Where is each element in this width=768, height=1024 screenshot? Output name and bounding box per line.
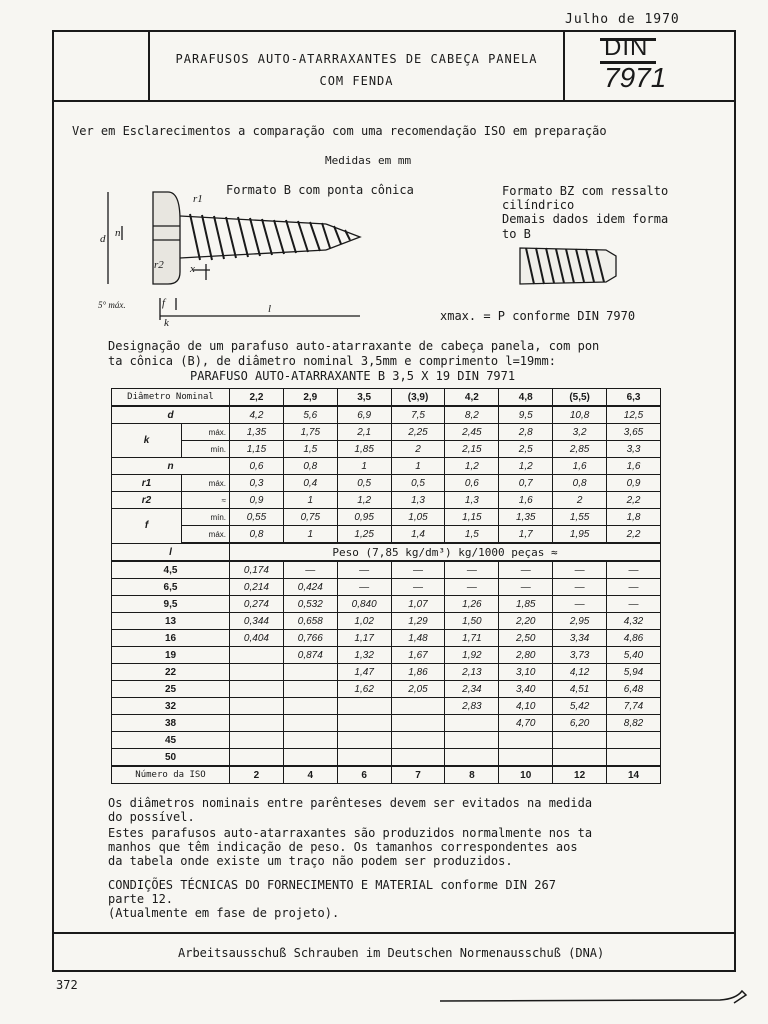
weight-cell <box>283 681 337 698</box>
r1-cell: 0,3 <box>230 475 284 492</box>
weight-cell: 7,74 <box>607 698 661 715</box>
weight-cell: — <box>553 561 607 579</box>
f-max-cell: 1,5 <box>445 526 499 544</box>
k-max-cell: 1,35 <box>230 424 284 441</box>
weight-cell <box>391 732 445 749</box>
weight-cell <box>553 732 607 749</box>
weight-cell <box>230 749 284 767</box>
max-label: máx. <box>182 526 230 544</box>
weight-cell: 4,86 <box>607 630 661 647</box>
designation-example: PARAFUSO AUTO-ATARRAXANTE B 3,5 X 19 DIN 7971 <box>190 369 516 383</box>
k-max-cell: 2,8 <box>499 424 553 441</box>
weight-cell: 1,17 <box>337 630 391 647</box>
weight-cell <box>283 732 337 749</box>
weight-cell: 3,34 <box>553 630 607 647</box>
weight-cell: — <box>283 561 337 579</box>
weight-cell: 5,40 <box>607 647 661 664</box>
f-min-cell: 0,95 <box>337 509 391 526</box>
weight-cell: 3,10 <box>499 664 553 681</box>
weight-cell <box>230 664 284 681</box>
weight-cell: 4,51 <box>553 681 607 698</box>
weight-cell: 4,70 <box>499 715 553 732</box>
symbol-f: f <box>112 509 182 544</box>
weight-cell: — <box>607 579 661 596</box>
dim-label-r1: r1 <box>193 193 203 205</box>
weight-cell: 3,40 <box>499 681 553 698</box>
iso-number-label: Número da ISO <box>112 766 230 784</box>
weight-cell <box>337 715 391 732</box>
weight-cell: 0,424 <box>283 579 337 596</box>
weight-cell: — <box>607 596 661 613</box>
dim-label-x: x <box>190 263 195 275</box>
weight-cell <box>607 749 661 767</box>
length-cell: 50 <box>112 749 230 767</box>
r1-cell: 0,8 <box>553 475 607 492</box>
iso-number-cell: 2 <box>230 766 284 784</box>
row-length-weight <box>112 715 661 732</box>
k-min-cell: 3,3 <box>607 441 661 458</box>
length-cell: 4,5 <box>112 561 230 579</box>
note-technical-conditions: CONDIÇÕES TÉCNICAS DO FORNECIMENTO E MATERIAL conforme DIN 267 <box>108 878 556 892</box>
d-cell: 12,5 <box>607 406 661 424</box>
header-right-divider <box>563 30 565 102</box>
k-min-cell: 2,5 <box>499 441 553 458</box>
k-max-cell: 2,1 <box>337 424 391 441</box>
dim-label-r2: r2 <box>154 259 164 271</box>
weight-cell: 0,840 <box>337 596 391 613</box>
weight-cell: — <box>445 561 499 579</box>
weight-cell: — <box>391 561 445 579</box>
row-length-weight <box>112 749 661 767</box>
format-b-caption: Formato B com ponta cônica <box>226 183 414 197</box>
f-max-cell: 1,4 <box>391 526 445 544</box>
n-cell: 1,2 <box>499 458 553 475</box>
weight-cell: 1,86 <box>391 664 445 681</box>
note-sizes: Estes parafusos auto-atarraxantes são produzidos normalmente nos ta <box>108 826 593 840</box>
r2-cell: 1,3 <box>445 492 499 509</box>
weight-cell <box>283 664 337 681</box>
iso-number-cell: 7 <box>391 766 445 784</box>
header-divider <box>52 100 736 102</box>
k-max-cell: 2,45 <box>445 424 499 441</box>
nominal-diameter-cell: 4,2 <box>445 389 499 407</box>
dimensions-table <box>111 388 661 784</box>
iso-number-cell: 8 <box>445 766 499 784</box>
weight-cell <box>391 698 445 715</box>
publication-date: Julho de 1970 <box>565 12 680 27</box>
weight-cell: 0,214 <box>230 579 284 596</box>
weight-cell <box>337 732 391 749</box>
weight-cell: 2,13 <box>445 664 499 681</box>
weight-cell: — <box>553 579 607 596</box>
n-cell: 0,6 <box>230 458 284 475</box>
f-max-cell: 1,7 <box>499 526 553 544</box>
weight-cell: 1,85 <box>499 596 553 613</box>
r1-cell: 0,7 <box>499 475 553 492</box>
n-cell: 1 <box>391 458 445 475</box>
weight-cell: 4,32 <box>607 613 661 630</box>
row-k-min <box>112 441 661 458</box>
r1-cell: 0,9 <box>607 475 661 492</box>
f-min-cell: 1,55 <box>553 509 607 526</box>
note-parentheses-line2: do possível. <box>108 810 195 824</box>
weight-cell <box>337 698 391 715</box>
note-sizes-line2: manhos que têm indicação de peso. Os tamanhos correspondentes aos <box>108 840 578 854</box>
row-length-weight <box>112 647 661 664</box>
row-f-max <box>112 526 661 544</box>
f-min-cell: 0,75 <box>283 509 337 526</box>
weight-cell <box>499 732 553 749</box>
iso-number-cell: 14 <box>607 766 661 784</box>
weight-cell <box>391 715 445 732</box>
r2-cell: 1,6 <box>499 492 553 509</box>
dim-label-angle: 5° máx. <box>98 300 126 310</box>
screw-format-bz-drawing <box>516 240 622 292</box>
weight-cell: 0,874 <box>283 647 337 664</box>
r1-cell: 0,5 <box>337 475 391 492</box>
weight-cell: 4,10 <box>499 698 553 715</box>
k-max-cell: 2,25 <box>391 424 445 441</box>
r2-cell: 2,2 <box>607 492 661 509</box>
weight-cell: — <box>607 561 661 579</box>
n-cell: 0,8 <box>283 458 337 475</box>
dim-label-f: f <box>162 297 166 309</box>
committee-credit: Arbeitsausschuß Schrauben im Deutschen Normenausschuß (DNA) <box>178 946 605 960</box>
r1-cell: 0,6 <box>445 475 499 492</box>
f-max-cell: 2,2 <box>607 526 661 544</box>
weight-cell: 1,26 <box>445 596 499 613</box>
weight-cell: 1,62 <box>337 681 391 698</box>
weight-cell: 1,50 <box>445 613 499 630</box>
row-n <box>112 458 661 475</box>
nominal-diameter-label: Diâmetro Nominal <box>112 389 230 407</box>
r2-cell: 0,9 <box>230 492 284 509</box>
weight-cell <box>283 715 337 732</box>
dim-label-k: k <box>164 317 169 328</box>
weight-cell: 3,73 <box>553 647 607 664</box>
weight-cell: 2,95 <box>553 613 607 630</box>
f-max-cell: 0,8 <box>230 526 284 544</box>
weight-cell <box>445 749 499 767</box>
weight-cell <box>230 647 284 664</box>
iso-number-cell: 6 <box>337 766 391 784</box>
weight-cell: 0,344 <box>230 613 284 630</box>
weight-cell: — <box>553 596 607 613</box>
length-cell: 22 <box>112 664 230 681</box>
designation-text-line2: ta cônica (B), de diâmetro nominal 3,5mm e comprimento l=19mm: <box>108 354 556 368</box>
weight-header: Peso (7,85 kg/dm³) kg/1000 peças ≈ <box>230 543 661 561</box>
row-r1 <box>112 475 661 492</box>
weight-cell: 0,274 <box>230 596 284 613</box>
nominal-diameter-cell: 4,8 <box>499 389 553 407</box>
weight-cell: 1,07 <box>391 596 445 613</box>
length-cell: 32 <box>112 698 230 715</box>
weight-cell <box>499 749 553 767</box>
r1-cell: 0,4 <box>283 475 337 492</box>
dimensions-table-body <box>112 389 661 784</box>
weight-cell: 6,48 <box>607 681 661 698</box>
nominal-diameter-cell: 2,2 <box>230 389 284 407</box>
nominal-diameter-cell: 3,5 <box>337 389 391 407</box>
weight-cell: 1,29 <box>391 613 445 630</box>
length-cell: 38 <box>112 715 230 732</box>
min-label: mín. <box>182 441 230 458</box>
k-min-cell: 2 <box>391 441 445 458</box>
d-cell: 5,6 <box>283 406 337 424</box>
symbol-n: n <box>112 458 230 475</box>
weight-cell: 1,67 <box>391 647 445 664</box>
weight-cell: 2,80 <box>499 647 553 664</box>
n-cell: 1,6 <box>553 458 607 475</box>
iso-number-cell: 4 <box>283 766 337 784</box>
din-standard-number: 7971 <box>604 62 667 93</box>
dim-label-n: n <box>115 227 121 239</box>
length-cell: 16 <box>112 630 230 647</box>
format-bz-caption-line2: cilíndrico <box>502 198 575 212</box>
f-min-cell: 1,35 <box>499 509 553 526</box>
weight-cell: 2,83 <box>445 698 499 715</box>
weight-cell: 1,48 <box>391 630 445 647</box>
row-iso-number <box>112 766 661 784</box>
f-max-cell: 1,95 <box>553 526 607 544</box>
weight-cell <box>230 698 284 715</box>
nominal-diameter-cell: (5,5) <box>553 389 607 407</box>
weight-cell: 0,766 <box>283 630 337 647</box>
document-title-line2: COM FENDA <box>319 74 394 88</box>
row-length-weight <box>112 630 661 647</box>
screw-format-b-drawing <box>98 180 398 328</box>
iso-number-cell: 10 <box>499 766 553 784</box>
weight-cell: — <box>499 579 553 596</box>
min-label: mín. <box>182 509 230 526</box>
f-min-cell: 1,15 <box>445 509 499 526</box>
symbol-k: k <box>112 424 182 458</box>
header-left-divider <box>148 30 150 102</box>
r2-cell: 1 <box>283 492 337 509</box>
format-bz-caption-line3: Demais dados idem forma <box>502 212 669 226</box>
row-length-weight <box>112 681 661 698</box>
f-min-cell: 1,8 <box>607 509 661 526</box>
length-cell: 13 <box>112 613 230 630</box>
length-cell: 19 <box>112 647 230 664</box>
symbol-l: l <box>112 543 230 561</box>
weight-cell: 1,92 <box>445 647 499 664</box>
weight-cell: 5,94 <box>607 664 661 681</box>
length-cell: 45 <box>112 732 230 749</box>
weight-cell <box>391 749 445 767</box>
row-length-weight <box>112 596 661 613</box>
r1-cell: 0,5 <box>391 475 445 492</box>
f-max-cell: 1,25 <box>337 526 391 544</box>
weight-cell: 1,47 <box>337 664 391 681</box>
f-min-cell: 0,55 <box>230 509 284 526</box>
symbol-d: d <box>112 406 230 424</box>
weight-cell: 1,02 <box>337 613 391 630</box>
nominal-diameter-cell: 6,3 <box>607 389 661 407</box>
note-sizes-line3: da tabela onde existe um traço não podem ser produzidos. <box>108 854 513 868</box>
d-cell: 6,9 <box>337 406 391 424</box>
weight-cell <box>445 732 499 749</box>
n-cell: 1,2 <box>445 458 499 475</box>
page-number: 372 <box>56 978 78 992</box>
format-bz-caption-line4: to B <box>502 227 531 241</box>
k-max-cell: 3,2 <box>553 424 607 441</box>
max-label: máx. <box>182 475 230 492</box>
note-technical-conditions-line2: parte 12. <box>108 892 174 906</box>
row-length-weight <box>112 579 661 596</box>
length-cell: 25 <box>112 681 230 698</box>
weight-cell: 8,82 <box>607 715 661 732</box>
weight-cell <box>230 732 284 749</box>
iso-reference-note: Ver em Esclarecimentos a comparação com uma recomendação ISO em preparação <box>72 124 607 138</box>
symbol-r1: r1 <box>112 475 182 492</box>
document-title: PARAFUSOS AUTO-ATARRAXANTES DE CABEÇA PANELA <box>175 52 538 66</box>
k-min-cell: 1,5 <box>283 441 337 458</box>
weight-cell <box>230 681 284 698</box>
row-length-weight <box>112 613 661 630</box>
weight-cell: 1,32 <box>337 647 391 664</box>
dim-label-d: d <box>100 233 106 245</box>
dim-label-l: l <box>268 303 272 315</box>
format-bz-caption: Formato BZ com ressalto <box>502 184 669 198</box>
weight-cell <box>337 749 391 767</box>
weight-cell: 0,404 <box>230 630 284 647</box>
din-logo: DIN <box>604 34 649 61</box>
note-technical-conditions-line3: (Atualmente em fase de projeto). <box>108 906 340 920</box>
r2-cell: 1,3 <box>391 492 445 509</box>
k-min-cell: 2,15 <box>445 441 499 458</box>
d-cell: 7,5 <box>391 406 445 424</box>
weight-cell: — <box>391 579 445 596</box>
row-d <box>112 406 661 424</box>
row-nominal-diameter <box>112 389 661 407</box>
row-r2 <box>112 492 661 509</box>
row-k-max <box>112 424 661 441</box>
weight-cell: 2,05 <box>391 681 445 698</box>
n-cell: 1,6 <box>607 458 661 475</box>
d-cell: 9,5 <box>499 406 553 424</box>
weight-cell: 0,174 <box>230 561 284 579</box>
weight-cell: 0,658 <box>283 613 337 630</box>
d-cell: 8,2 <box>445 406 499 424</box>
d-cell: 4,2 <box>230 406 284 424</box>
scan-mark <box>440 985 750 1005</box>
k-max-cell: 3,65 <box>607 424 661 441</box>
iso-number-cell: 12 <box>553 766 607 784</box>
weight-cell: 1,71 <box>445 630 499 647</box>
weight-cell: — <box>499 561 553 579</box>
row-weight-header <box>112 543 661 561</box>
weight-cell <box>283 749 337 767</box>
weight-cell: — <box>445 579 499 596</box>
f-min-cell: 1,05 <box>391 509 445 526</box>
k-min-cell: 2,85 <box>553 441 607 458</box>
weight-cell <box>283 698 337 715</box>
r2-cell: 2 <box>553 492 607 509</box>
designation-text: Designação de um parafuso auto-atarraxante de cabeça panela, com pon <box>108 339 600 353</box>
length-cell: 9,5 <box>112 596 230 613</box>
weight-cell: 2,20 <box>499 613 553 630</box>
length-cell: 6,5 <box>112 579 230 596</box>
weight-cell: 0,532 <box>283 596 337 613</box>
k-min-cell: 1,15 <box>230 441 284 458</box>
row-length-weight <box>112 561 661 579</box>
note-parentheses: Os diâmetros nominais entre parênteses devem ser evitados na medida <box>108 796 593 810</box>
weight-cell: 4,12 <box>553 664 607 681</box>
nominal-diameter-cell: 2,9 <box>283 389 337 407</box>
k-max-cell: 1,75 <box>283 424 337 441</box>
row-length-weight <box>112 664 661 681</box>
row-length-weight <box>112 698 661 715</box>
weight-cell: 6,20 <box>553 715 607 732</box>
f-max-cell: 1 <box>283 526 337 544</box>
approx-label: ≈ <box>182 492 230 509</box>
xmax-note: xmax. = P conforme DIN 7970 <box>440 309 636 323</box>
row-f-min <box>112 509 661 526</box>
n-cell: 1 <box>337 458 391 475</box>
weight-cell <box>230 715 284 732</box>
max-label: máx. <box>182 424 230 441</box>
weight-cell: — <box>337 561 391 579</box>
weight-cell: 2,50 <box>499 630 553 647</box>
nominal-diameter-cell: (3,9) <box>391 389 445 407</box>
weight-cell: 5,42 <box>553 698 607 715</box>
d-cell: 10,8 <box>553 406 607 424</box>
weight-cell <box>445 715 499 732</box>
row-length-weight <box>112 732 661 749</box>
weight-cell: — <box>337 579 391 596</box>
footer-divider <box>52 932 736 934</box>
k-min-cell: 1,85 <box>337 441 391 458</box>
r2-cell: 1,2 <box>337 492 391 509</box>
weight-cell: 2,34 <box>445 681 499 698</box>
units-note: Medidas em mm <box>325 154 412 167</box>
weight-cell <box>553 749 607 767</box>
symbol-r2: r2 <box>112 492 182 509</box>
weight-cell <box>607 732 661 749</box>
